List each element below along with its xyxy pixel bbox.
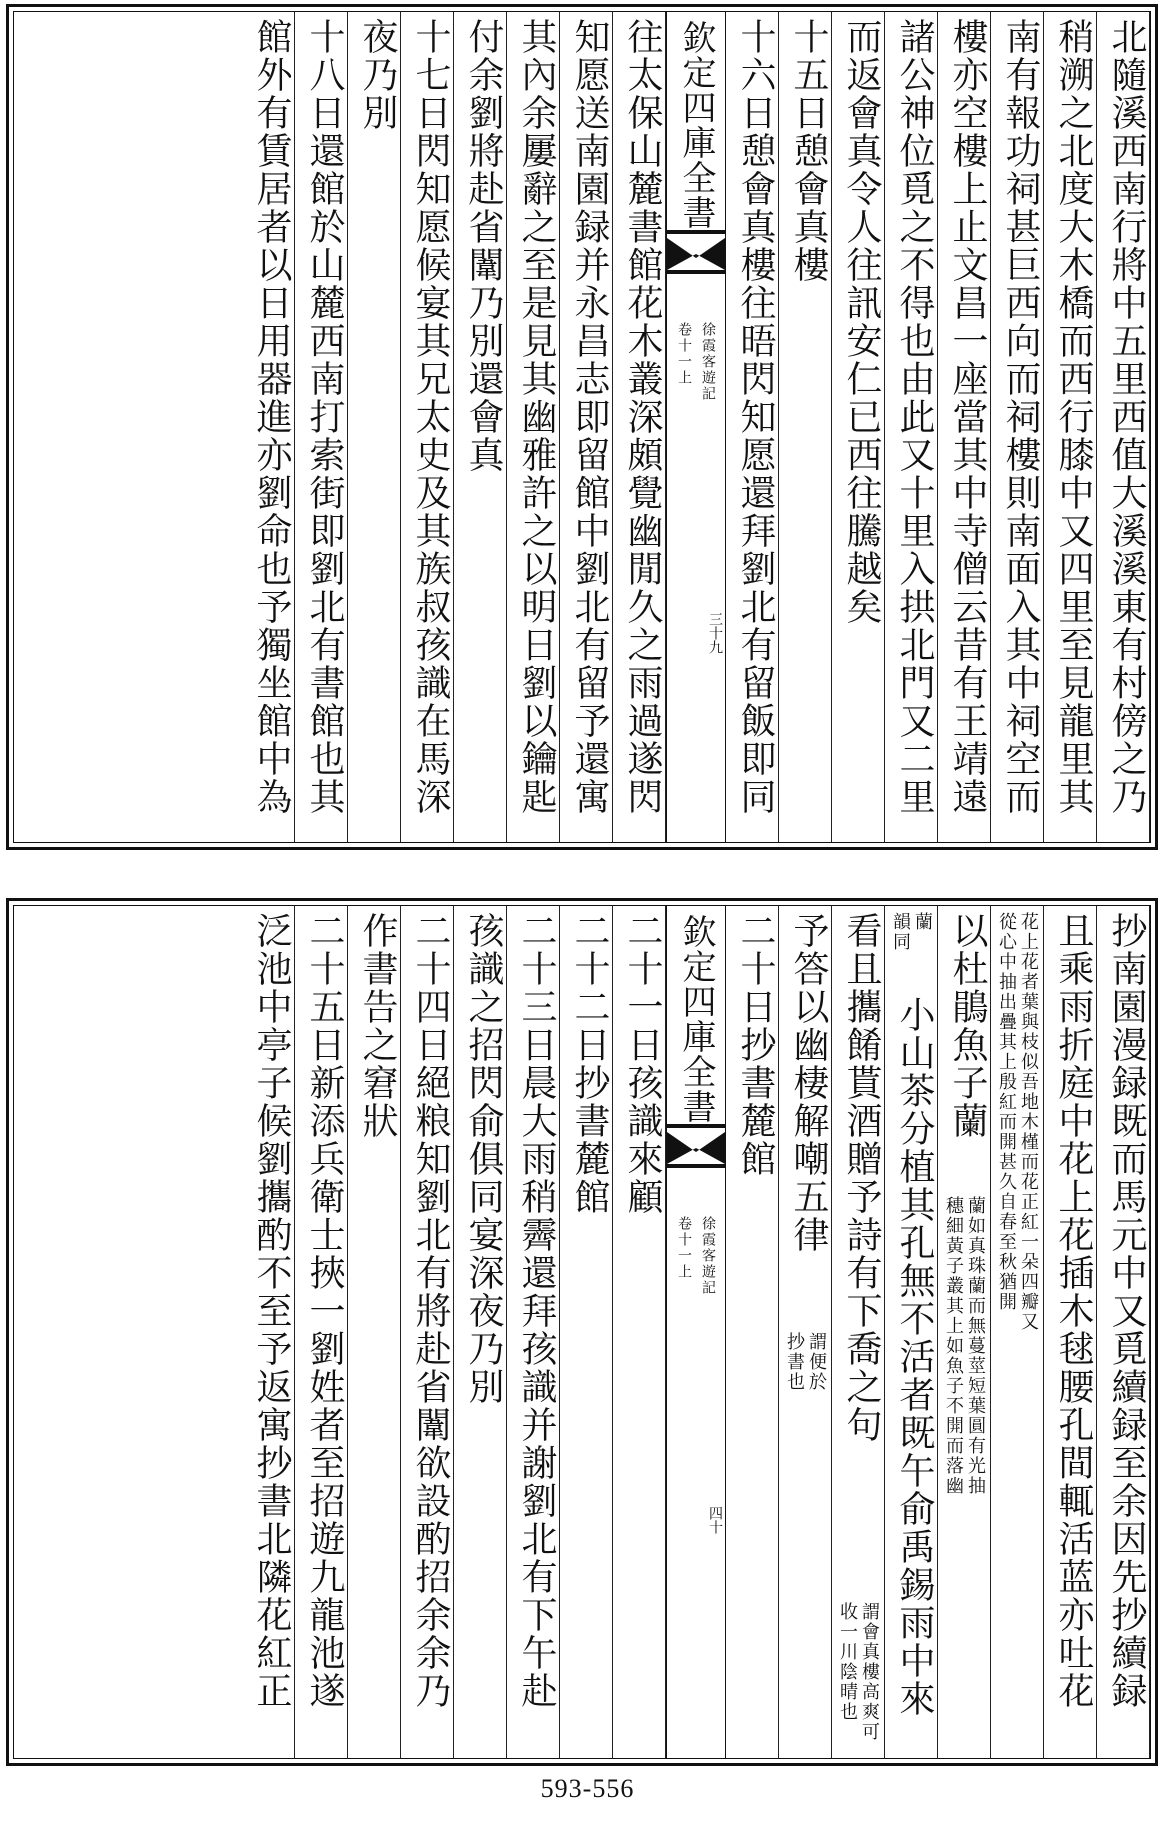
bottom-center-fold xyxy=(666,906,726,1758)
bottom-right-column-6 xyxy=(832,906,885,1758)
bottom-left-column-6 xyxy=(348,906,401,1758)
bottom-right-column-4-annotation xyxy=(940,1196,988,1496)
bottom-right-column-6-annotation xyxy=(834,1602,882,1742)
top-right-column-1-text: 北隨溪西南行將中五里西值大溪溪東有村傍之乃 xyxy=(1106,18,1147,816)
top-right-column-6-text: 而返會真令人往訊安仁已西往騰越矣 xyxy=(841,18,882,626)
top-left-column-6 xyxy=(348,12,401,842)
top-left-column-4 xyxy=(454,12,507,842)
center-chapter-label xyxy=(673,1216,719,1296)
bottom-left-column-8-text: 泛池中亭子候劉攜酌不至予返寓抄書北隣花紅正 xyxy=(251,912,292,1710)
bottom-right-column-4-annotation-left: 穗細黃子叢其上如魚子不開而落幽 xyxy=(943,1196,964,1496)
bottom-left-column-1-text: 二十一日孩識來顧 xyxy=(622,912,663,1216)
bottom-right-column-7-annotation-right: 謂便於 xyxy=(806,1332,827,1392)
bottom-right-column-8 xyxy=(726,906,779,1758)
bottom-page-frame xyxy=(6,898,1158,1766)
center-book-name: 徐霞客遊記 xyxy=(700,322,716,402)
page-number: 593-556 xyxy=(540,1774,635,1803)
bottom-page-inner-border xyxy=(13,905,1151,1759)
top-right-column-1 xyxy=(1097,12,1150,842)
top-left-column-3 xyxy=(507,12,560,842)
bottom-left-column-3 xyxy=(507,906,560,1758)
bottom-right-column-6-annotation-right: 謂會真樓高爽可 xyxy=(859,1602,880,1742)
top-left-column-1 xyxy=(613,12,666,842)
bottom-right-column-5-annotation-right: 蘭 xyxy=(912,912,933,932)
top-right-column-2-text: 稍溯之北度大木橋而西行膝中又四里至見龍里其 xyxy=(1053,18,1094,816)
bottom-left-column-4-text: 孩識之招閃俞俱同宴深夜乃別 xyxy=(463,912,504,1406)
bottom-left-column-7 xyxy=(295,906,348,1758)
bottom-left-column-2 xyxy=(560,906,613,1758)
bottom-left-column-3-text: 二十三日晨大雨稍霽還拜孩識并謝劉北有下午赴 xyxy=(516,912,557,1710)
bottom-right-column-4-text: 以杜鵑魚子蘭 xyxy=(947,912,988,1140)
top-right-column-4-text: 樓亦空樓上止文昌一座當其中寺僧云昔有王靖遠 xyxy=(947,18,988,816)
top-page-frame xyxy=(6,4,1158,850)
top-left-column-2 xyxy=(560,12,613,842)
top-right-column-4 xyxy=(938,12,991,842)
center-book-name: 徐霞客遊記 xyxy=(700,1216,716,1296)
bottom-right-column-7-annotation xyxy=(781,1332,829,1392)
center-chapter-label xyxy=(673,322,719,402)
bottom-left-column-6-text: 作書告之窘狀 xyxy=(357,912,398,1140)
top-right-column-3-text: 南有報功祠甚巨西向而祠樓則南面入其中祠空而 xyxy=(1000,18,1041,816)
center-volume: 卷十一上 xyxy=(676,1216,692,1280)
center-folio-number: 三十九 xyxy=(707,612,723,654)
bottom-right-column-5-annotation xyxy=(887,912,935,952)
top-left-column-6-text: 夜乃別 xyxy=(357,18,398,132)
bottom-right-column-5-annotation-left: 韻同 xyxy=(890,912,911,952)
bottom-right-column-1-text: 抄南園漫録既而馬元中又覓續録至余因先抄續録 xyxy=(1106,912,1147,1710)
bottom-right-column-2 xyxy=(1044,906,1097,1758)
top-left-column-7 xyxy=(295,12,348,842)
top-right-column-3 xyxy=(991,12,1044,842)
top-left-column-8-text: 館外有賃居者以日用器進亦劉命也予獨坐館中為 xyxy=(251,18,292,816)
bottom-right-column-1 xyxy=(1097,906,1150,1758)
fish-tail-ornament-icon xyxy=(667,230,725,274)
bottom-right-column-7 xyxy=(779,906,832,1758)
top-page-inner-border xyxy=(13,11,1151,843)
top-right-column-7-text: 十五日憩會真樓 xyxy=(788,18,829,284)
top-left-column-4-text: 付余劉將赴省闈乃別還會真 xyxy=(463,18,504,474)
bottom-left-column-4 xyxy=(454,906,507,1758)
center-book-title: 欽定四庫全書 xyxy=(676,20,716,230)
top-right-column-6 xyxy=(832,12,885,842)
bottom-right-column-5-text: 小山茶分植其孔無不活者既午俞禹錫雨中來 xyxy=(894,996,935,1718)
top-left-column-5-text: 十七日閃知愿候宴其兄太史及其族叔孩識在馬深 xyxy=(410,18,451,816)
bottom-right-column-8-text: 二十日抄書麓館 xyxy=(735,912,776,1178)
bottom-left-column-8 xyxy=(242,906,295,1758)
bottom-right-column-4 xyxy=(938,906,991,1758)
bottom-left-column-5 xyxy=(401,906,454,1758)
top-left-column-8 xyxy=(242,12,295,842)
top-left-column-7-text: 十八日還館於山麓西南打索街即劉北有書館也其 xyxy=(304,18,345,816)
bottom-note-column-annotation-left: 從心中抽出疊其上殷紅而開甚久自春至秋猶開 xyxy=(996,912,1017,1312)
fish-tail-ornament-icon xyxy=(667,1124,725,1168)
bottom-left-column-5-text: 二十四日絕粮知劉北有將赴省闈欲設酌招余余乃 xyxy=(410,912,451,1710)
bottom-note-column-annotation xyxy=(993,912,1041,1332)
top-center-fold xyxy=(666,12,726,842)
bottom-note-column-annotation-right: 花上花者葉與枝似吾地木槿而花正紅一朵四瓣又 xyxy=(1018,912,1039,1332)
top-right-column-5 xyxy=(885,12,938,842)
bottom-left-column-1 xyxy=(613,906,666,1758)
top-left-column-1-text: 往太保山麓書館花木叢深頗覺幽閒久之雨過遂閃 xyxy=(622,18,663,816)
center-folio-number: 四十 xyxy=(707,1506,723,1534)
bottom-right-column-7-text: 予答以幽棲解嘲五律 xyxy=(788,912,829,1254)
bottom-right-column-6-text: 看且攜餚貰酒贈予詩有下喬之句 xyxy=(841,912,882,1444)
top-left-column-5 xyxy=(401,12,454,842)
bottom-right-column-5 xyxy=(885,906,938,1758)
top-right-column-8 xyxy=(726,12,779,842)
top-right-column-8-text: 十六日憩會真樓往晤閃知愿還拜劉北有留飯即同 xyxy=(735,18,776,816)
top-right-column-7 xyxy=(779,12,832,842)
bottom-right-column-2-text: 且乘雨折庭中花上花插木毬腰孔間輒活蓝亦吐花 xyxy=(1053,912,1094,1710)
top-left-column-3-text: 其內余屢辭之至是見其幽雅許之以明日劉以鑰匙 xyxy=(516,18,557,816)
bottom-left-column-7-text: 二十五日新添兵衛士挾一劉姓者至招遊九龍池遂 xyxy=(304,912,345,1710)
top-right-column-5-text: 諸公神位覓之不得也由此又十里入拱北門又二里 xyxy=(894,18,935,816)
center-volume: 卷十一上 xyxy=(676,322,692,386)
bottom-right-column-4-annotation-right: 蘭如真珠蘭而無蔓莖短葉圓有光抽 xyxy=(965,1196,986,1496)
bottom-right-column-6-annotation-left: 收一川陰晴也 xyxy=(837,1602,858,1722)
top-right-column-2 xyxy=(1044,12,1097,842)
bottom-note-column xyxy=(991,906,1044,1758)
bottom-right-column-7-annotation-left: 抄書也 xyxy=(784,1332,805,1392)
top-left-column-2-text: 知愿送南園録并永昌志即留館中劉北有留予還寓 xyxy=(569,18,610,816)
bottom-left-column-2-text: 二十二日抄書麓館 xyxy=(569,912,610,1216)
center-book-title: 欽定四庫全書 xyxy=(676,914,716,1124)
